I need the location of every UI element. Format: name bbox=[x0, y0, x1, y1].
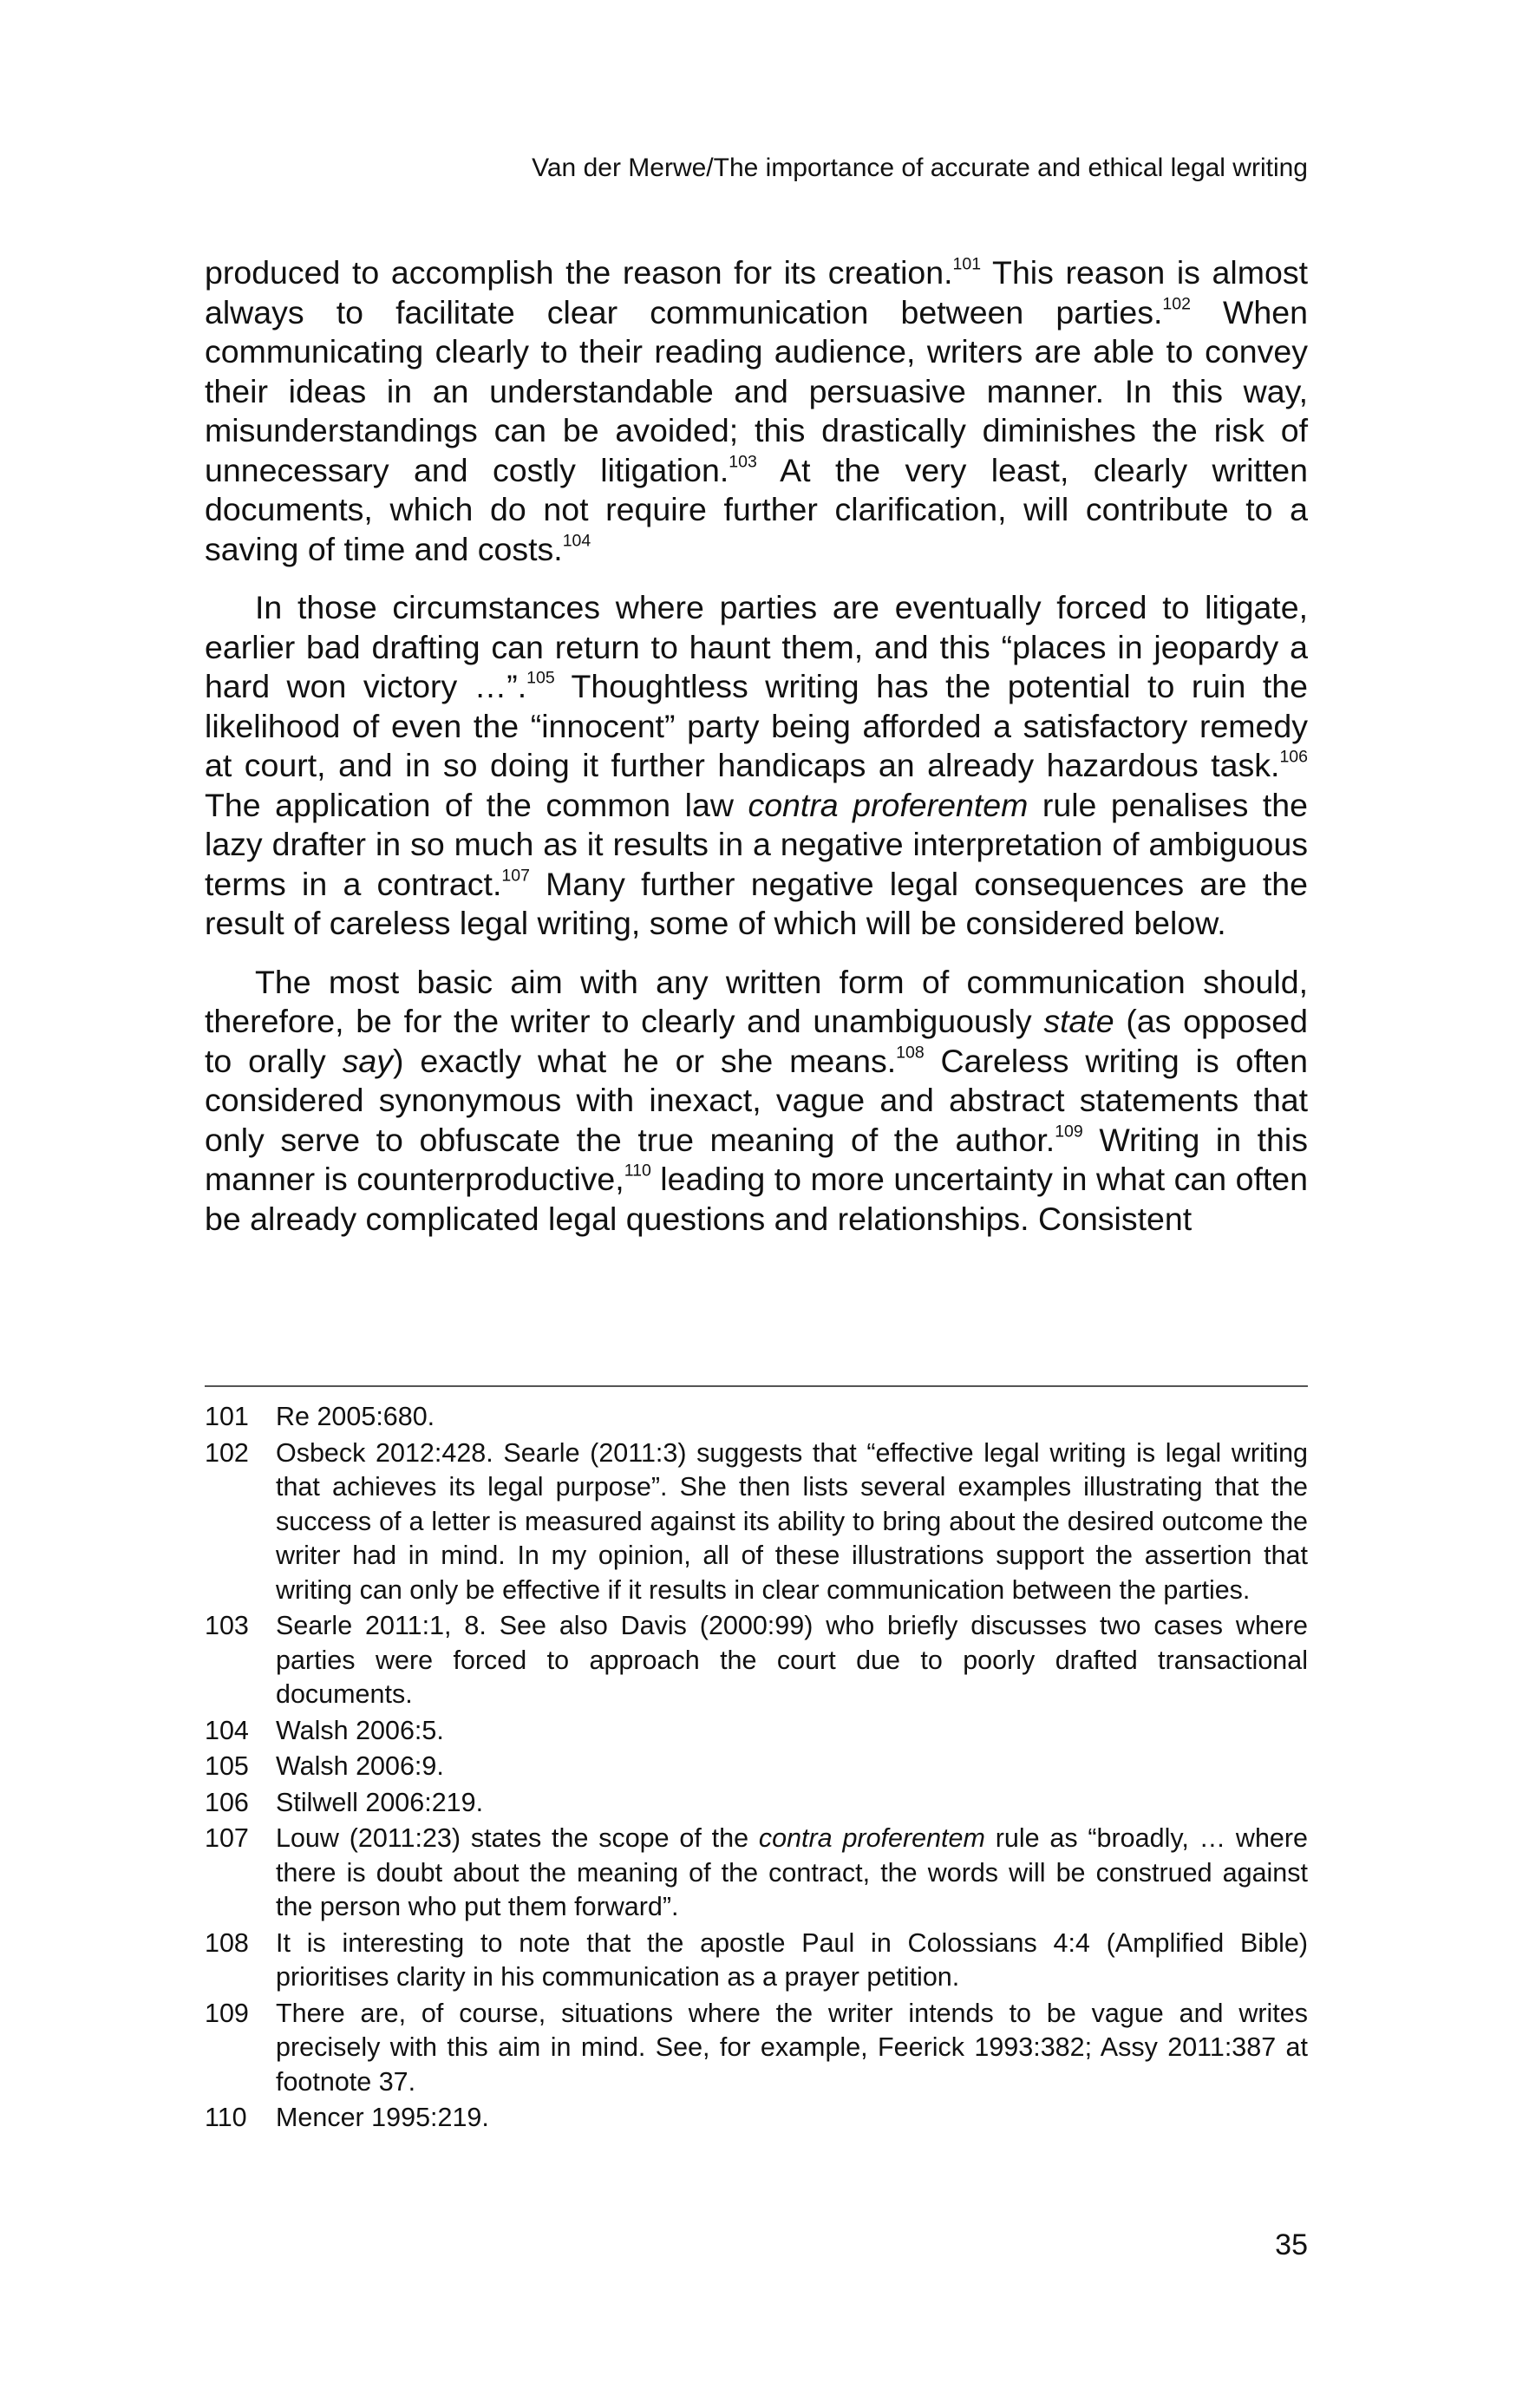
footnote-text bbox=[276, 1786, 1308, 1821]
footnote-ref: 108 bbox=[896, 1042, 925, 1062]
footnote-number: 103 bbox=[205, 1611, 249, 1640]
footnote bbox=[205, 1436, 1308, 1608]
footnote-text bbox=[276, 1822, 1308, 1925]
footnote-number: 102 bbox=[205, 1437, 249, 1468]
text-run: The application of the common law bbox=[205, 786, 748, 823]
running-header: Van der Merwe/The importance of accurate and ethical legal writing bbox=[532, 154, 1308, 182]
text-run: rule as “broadly, … where there is doubt about the meaning of the contract, the words will be construed against the person who put them forward”. bbox=[276, 1823, 1308, 1921]
footnote bbox=[205, 1714, 1308, 1749]
text-run: It is interesting to note that the apostle Paul in Colossians 4:4 (Amplified Bible) prioritises clarity in his communication as a prayer petition. bbox=[276, 1927, 1308, 1992]
text-run: ) exactly what he or she means. bbox=[393, 1042, 897, 1079]
text-run: In those circumstances where parties are eventually forced to litigate, earlier bad drafting can return to haunt them, and this “places in jeopardy a hard won victory …”. bbox=[205, 589, 1308, 704]
text-run: There are, of course, situations where the writer intends to be vague and writes precisely with this aim in mind. See, for example, Feerick 1993:382; Assy 2011:387 at footnote 37. bbox=[276, 1998, 1308, 2097]
footnote-text bbox=[276, 1400, 1308, 1435]
italic-text: contra proferentem bbox=[748, 786, 1029, 823]
text-run: produced to accomplish the reason for its creation. bbox=[205, 254, 953, 291]
paragraph bbox=[205, 253, 1308, 569]
footnote-ref: 103 bbox=[729, 451, 757, 471]
text-run: At the very least, clearly written documents, which do not require further clarification, will contribute to a saving of time and costs. bbox=[205, 451, 1308, 567]
footnote-ref: 102 bbox=[1162, 293, 1191, 313]
footnote-text bbox=[276, 1750, 1308, 1784]
footnote-text bbox=[276, 1714, 1308, 1749]
footnote-text bbox=[276, 1609, 1308, 1712]
paragraph bbox=[205, 588, 1308, 944]
footnote bbox=[205, 1786, 1308, 1821]
italic-text: say bbox=[342, 1042, 393, 1079]
text-run: leading to more uncertainty in what can often be already complicated legal questions and relationships. Consistent bbox=[205, 1161, 1309, 1237]
footnote bbox=[205, 1822, 1308, 1925]
footnote-text bbox=[276, 1927, 1308, 1995]
footnote-separator bbox=[205, 1385, 1308, 1387]
footnote-ref: 109 bbox=[1055, 1121, 1083, 1141]
footnote bbox=[205, 1400, 1308, 1435]
italic-text: state bbox=[1043, 1003, 1114, 1039]
footnotes bbox=[205, 1400, 1308, 2137]
text-run: This reason is almost always to facilitate clear communication between parties. bbox=[205, 254, 1308, 330]
text-run: Osbeck 2012:428. Searle (2011:3) suggests that “effective legal writing is legal writing that achieves its legal purpose”. She then lists several examples illustrating that the success of a letter is measured against its ability to bring about the desired outcome the writer had in mind. In my opinion, all of these illustrations support the assertion that writing can only be effective if it results in clear communication between the parties. bbox=[276, 1437, 1308, 1605]
body-text bbox=[205, 253, 1308, 1239]
text-run: Walsh 2006:9. bbox=[276, 1751, 444, 1781]
footnote-ref: 101 bbox=[952, 254, 982, 274]
footnote bbox=[205, 1927, 1308, 1995]
footnote-ref: 106 bbox=[1279, 747, 1308, 767]
text-run: Re 2005:680. bbox=[276, 1402, 435, 1431]
footnote-text bbox=[276, 2101, 1308, 2136]
text-run: Thoughtless writing has the potential to ruin the likelihood of even the “innocent” party being afforded a satisfactory remedy at court, and in so doing it further handicaps an already hazardous task. bbox=[205, 668, 1308, 783]
text-run: Careless writing is often considered synonymous with inexact, vague and abstract statements that only serve to obfuscate the true meaning of the author. bbox=[205, 1042, 1308, 1158]
text-run: (as opposed to orally bbox=[205, 1003, 1308, 1079]
text-run: Mencer 1995:219. bbox=[276, 2103, 489, 2132]
text-run: Stilwell 2006:219. bbox=[276, 1787, 484, 1817]
paragraph bbox=[205, 963, 1308, 1240]
footnote-number: 108 bbox=[205, 1927, 249, 1958]
footnote bbox=[205, 1750, 1308, 1784]
footnote-number: 109 bbox=[205, 1998, 249, 2028]
text-run: Walsh 2006:5. bbox=[276, 1715, 444, 1745]
footnote-ref: 105 bbox=[526, 668, 555, 688]
text-run: The most basic aim with any written form of communication should, therefore, be for the writer to clearly and unambiguously bbox=[205, 963, 1308, 1039]
footnote-text bbox=[276, 1436, 1308, 1608]
text-run: Louw (2011:23) states the scope of the bbox=[276, 1823, 759, 1853]
footnote-number: 106 bbox=[205, 1787, 249, 1817]
footnote bbox=[205, 1609, 1308, 1712]
footnote-number: 104 bbox=[205, 1715, 249, 1745]
text-run: Many further negative legal consequences are the result of careless legal writing, some of which will be considered below. bbox=[205, 865, 1308, 941]
footnote-number: 107 bbox=[205, 1823, 249, 1853]
footnote-text bbox=[276, 1997, 1308, 2100]
footnote-ref: 104 bbox=[562, 530, 591, 550]
footnote-number: 101 bbox=[205, 1402, 249, 1431]
text-run: Writing in this manner is counterproductive, bbox=[205, 1121, 1308, 1197]
italic-text: contra proferentem bbox=[758, 1823, 985, 1853]
text-run: Searle 2011:1, 8. See also Davis (2000:99) who briefly discusses two cases where parties were forced to approach the court due to poorly drafted transactional documents. bbox=[276, 1611, 1308, 1709]
footnote bbox=[205, 2101, 1308, 2136]
text-run: When communicating clearly to their reading audience, writers are able to convey their ideas in an understandable and persuasive manner. In this way, misunderstandings can be avoided; this drastically diminishes the risk of unnecessary and costly litigation. bbox=[205, 293, 1308, 488]
footnote-number: 110 bbox=[205, 2103, 247, 2132]
text-run: rule penalises the lazy drafter in so much as it results in a negative interpretation of ambiguous terms in a contract. bbox=[205, 786, 1308, 902]
page-number: 35 bbox=[1275, 2228, 1308, 2261]
footnote-ref: 107 bbox=[501, 865, 530, 885]
footnote bbox=[205, 1997, 1308, 2100]
footnote-number: 105 bbox=[205, 1751, 249, 1781]
footnote-ref: 110 bbox=[624, 1161, 651, 1181]
